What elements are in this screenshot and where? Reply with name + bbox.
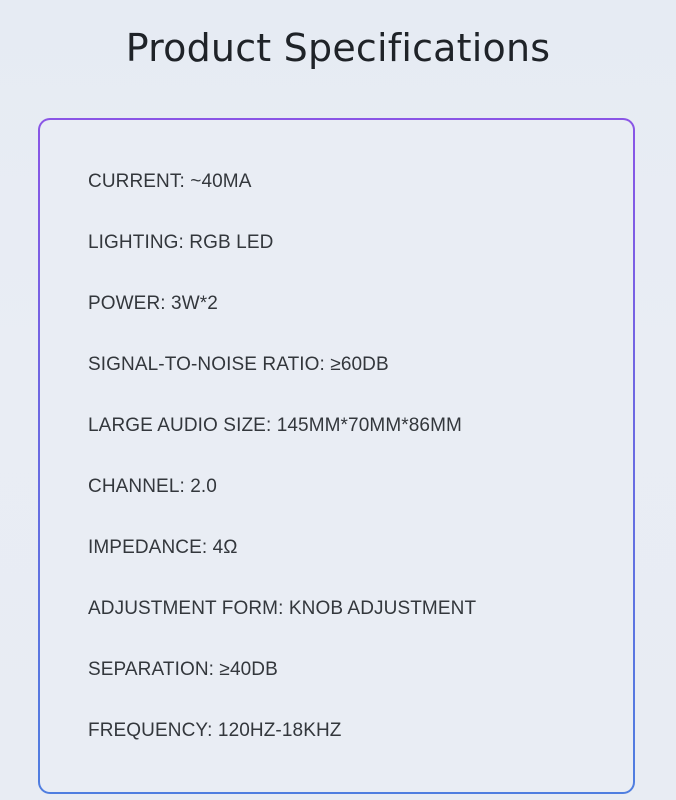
spec-value: ≥40DB <box>219 659 278 680</box>
spec-label: LARGE AUDIO SIZE : <box>88 415 277 436</box>
spec-value: 4Ω <box>212 537 238 558</box>
spec-label: CURRENT : <box>88 171 190 192</box>
spec-label: CHANNEL : <box>88 476 190 497</box>
spec-item-impedance <box>88 524 476 585</box>
spec-value: 2.0 <box>190 476 217 497</box>
spec-label: SEPARATION : <box>88 659 219 680</box>
page-title: Product Specifications <box>125 26 551 70</box>
spec-label: FREQUENCY : <box>88 720 218 741</box>
spec-value: RGB LED <box>189 232 274 253</box>
spec-label: ADJUSTMENT FORM : <box>88 598 289 619</box>
spec-value: 3W*2 <box>171 293 218 314</box>
spec-item-signal-to-noise <box>88 341 476 402</box>
spec-list <box>88 158 476 768</box>
spec-value: KNOB ADJUSTMENT <box>288 598 477 619</box>
spec-label: SIGNAL-TO-NOISE RATIO : <box>88 354 330 375</box>
spec-value: 120HZ-18KHZ <box>217 720 342 741</box>
spec-value: ~40MA <box>190 171 252 192</box>
spec-item-power <box>88 280 476 341</box>
spec-panel <box>38 118 635 794</box>
spec-item-channel <box>88 463 476 524</box>
spec-item-current <box>88 158 476 219</box>
spec-label: IMPEDANCE : <box>88 537 213 558</box>
spec-label: POWER : <box>88 293 171 314</box>
spec-item-frequency <box>88 707 476 768</box>
spec-item-separation <box>88 646 476 707</box>
spec-item-audio-size <box>88 402 476 463</box>
spec-value: 145MM*70MM*86MM <box>276 415 462 436</box>
spec-item-lighting <box>88 219 476 280</box>
spec-item-adjustment-form <box>88 585 476 646</box>
spec-value: ≥60DB <box>330 354 389 375</box>
spec-label: LIGHTING : <box>88 232 189 253</box>
